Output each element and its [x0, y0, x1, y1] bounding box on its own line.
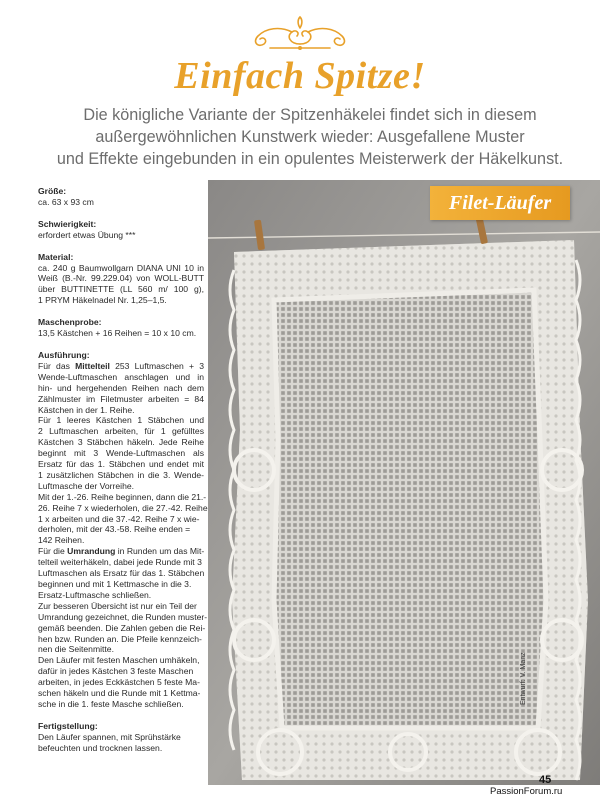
text-line: 13,5 Kästchen + 16 Reihen = 10 x 10 cm.: [38, 328, 197, 339]
text-line: erfordert etwas Übung ***: [38, 229, 136, 240]
text-line: hen bzw. Runden an. Die Pfeile kennzeich-: [38, 633, 202, 644]
text-part: Für die: [38, 546, 68, 557]
text-line: beginnt mit 3 Wende-Luftmaschen als: [38, 448, 204, 459]
text-line: [38, 546, 204, 557]
text-bold: Mittelteil: [75, 360, 110, 371]
ornament-flourish-icon: [240, 14, 360, 54]
text-line: schen häkeln und die Runde mit 1 Kettma-: [38, 688, 201, 699]
page-number: 45: [539, 774, 552, 786]
site-watermark: PassionForum.ru: [490, 786, 563, 797]
text-line: Kästchen in der 1. Reihe.: [38, 404, 135, 415]
text-line: Den Läufer spannen, mit Sprühstärke: [38, 731, 181, 742]
section-heading: Ausführung:: [38, 349, 90, 360]
text-line: 1 x arbeiten und die 37.-42. Reihe 7 x wie-: [38, 513, 200, 524]
section-size: [38, 186, 204, 208]
text-line: befeuchten und trocknen lassen.: [38, 742, 163, 753]
text-line: Zur besseren Übersicht ist nur ein Teil der: [38, 600, 197, 611]
text-line: Für 1 leeres Kästchen 1 Stäbchen und: [38, 415, 204, 426]
text-line: ca. 63 x 93 cm: [38, 196, 94, 207]
lace-runner-image: [208, 180, 600, 785]
section-finishing: [38, 721, 204, 754]
text-line: 2 Luftmaschen arbeiten, für 1 gefülltes: [38, 426, 204, 437]
page-title: Einfach Spitze!: [174, 55, 426, 97]
text-line: 1 PRYM Häkelnadel Nr. 1,25–1,5.: [38, 295, 167, 306]
section-heading: Maschenprobe:: [38, 317, 102, 328]
text-line: Den Läufer mit festen Maschen umhäkeln,: [38, 655, 200, 666]
section-heading: Material:: [38, 251, 74, 262]
text-line: Zählmuster im Filetmuster arbeiten = 84: [38, 393, 204, 404]
section-heading: Fertigstellung:: [38, 720, 98, 731]
section-material: [38, 252, 204, 307]
text-line: ca. 240 g Baumwollgarn DIANA UNI 10 in: [38, 262, 204, 273]
intro-line: und Effekte eingebunden in ein opulentes Meisterwerk der Häkelkunst.: [56, 150, 564, 168]
text-line: Wende-Luftmaschen anschlagen und in: [38, 371, 204, 382]
text-line: beginnen und mit 1 Kettmasche in die 3.: [38, 579, 192, 589]
section-instructions: [38, 349, 208, 710]
text-line: sche in die 1. feste Masche schließen.: [38, 698, 184, 709]
text-line: dafür in jedes Kästchen 3 feste Maschen: [38, 666, 194, 677]
section-heading: Größe:: [38, 186, 67, 196]
text-line: telteil weiterhäkeln, dabei jede Runde mit 3: [38, 557, 202, 568]
intro-line: außergewöhnlichen Kunstwerk wieder: Ausgefallene Muster: [95, 128, 525, 146]
text-part: 253 Luftmaschen + 3: [109, 360, 204, 371]
design-credit: Entwurf: V. Manz: [520, 652, 527, 705]
lace-runner-photo: [208, 180, 600, 785]
text-line: Kästchen 3 Stäbchen häkeln. Jede Reihe: [38, 437, 204, 448]
text-line: Ersatz-Luftmasche schließen.: [38, 589, 152, 600]
text-line: über BUTTINETTE (LL 560 m/ 100 g),: [38, 284, 204, 295]
text-line: Ersatz für das 1. Stäbchen und endet mit: [38, 459, 204, 470]
text-line: derholen, mit der 43.-58. Reihe enden =: [38, 524, 191, 535]
text-bold: Umrandung: [67, 546, 116, 557]
text-line: Weiß (B.-Nr. 99.229.04) von WOLL-BUTT: [38, 273, 204, 284]
text-line: [38, 361, 204, 372]
text-line: Luftmasche der Vorreihe.: [38, 480, 135, 491]
intro-text: [40, 104, 580, 170]
intro-line: Die königliche Variante der Spitzenhäkelei findet sich in diesem: [83, 106, 537, 124]
section-heading: Schwierigkeit:: [38, 218, 97, 229]
text-line: gemäß beenden. Die Zahlen geben die Rei-: [38, 622, 206, 633]
text-line: 142 Reihen.: [38, 535, 85, 546]
text-line: arbeiten, in jedes Eckkästchen 5 feste Ma-: [38, 677, 200, 688]
text-line: Umrandung gezeichnet, die Runden muster-: [38, 611, 208, 622]
text-line: Luftmaschen als Ersatz für das 1. Stäbchen: [38, 568, 205, 579]
text-line: nen die Seitenmitte.: [38, 644, 114, 655]
instructions-column: [38, 186, 208, 765]
text-line: 26. Reihe 7 x wiederholen, die 27.-42. Reihe: [38, 502, 208, 513]
pattern-badge: Filet-Läufer: [430, 186, 570, 220]
text-part: Für das: [38, 360, 76, 371]
text-line: Mit der 1.-26. Reihe beginnen, dann die 21.-: [38, 491, 207, 502]
text-line: hin- und hergehenden Reihen nach dem: [38, 382, 204, 393]
text-line: 1 zusätzlichen Stäbchen in die 3. Wende-: [38, 469, 204, 480]
section-gauge: [38, 317, 204, 339]
section-difficulty: [38, 219, 204, 241]
text-part: in Runden um das Mit-: [115, 546, 205, 557]
